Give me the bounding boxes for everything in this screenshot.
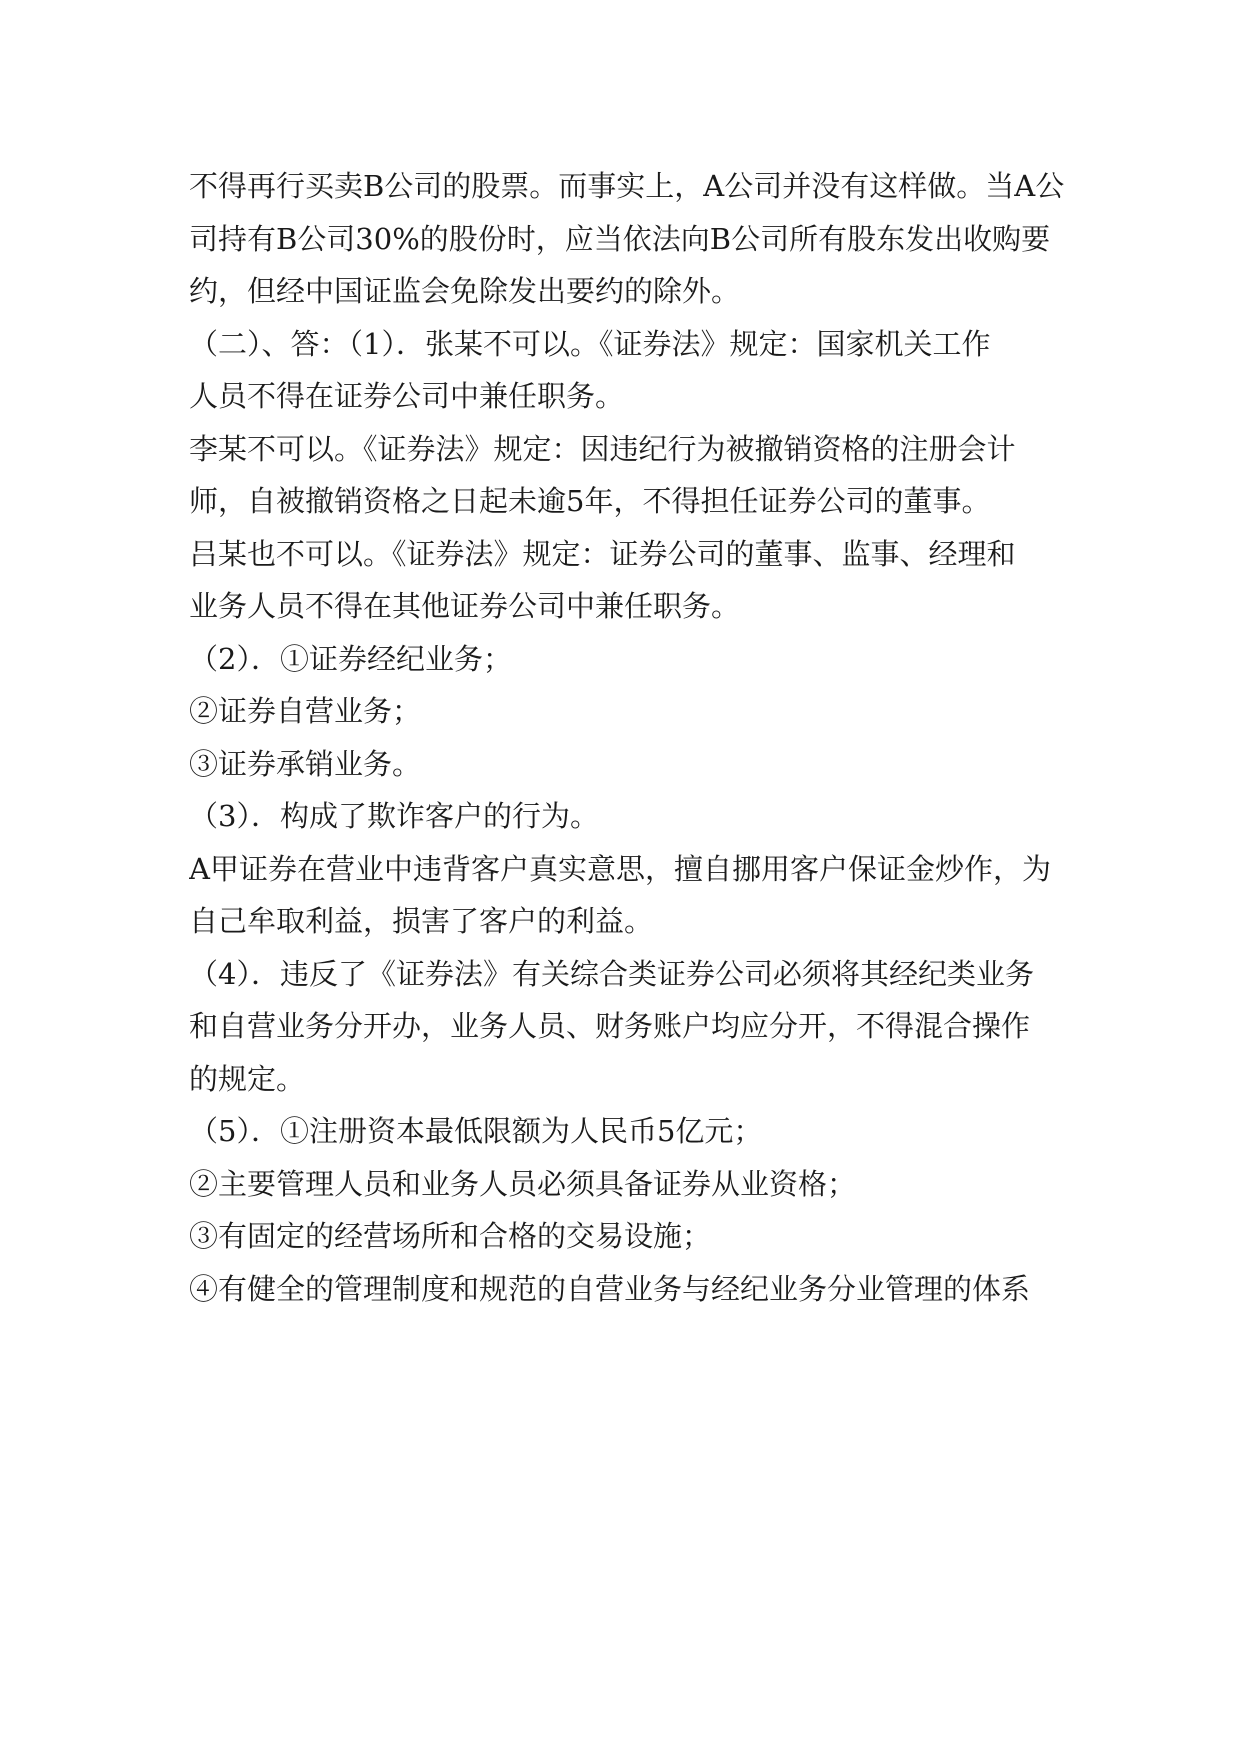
text-line: 的规定。 [189, 1061, 306, 1096]
text-line: ②主要管理人员和业务人员必须具备证券从业资格； [189, 1166, 857, 1201]
text-line: 业务人员不得在其他证券公司中兼任职务。 [189, 589, 741, 623]
text-line: ②证券自营业务； [189, 694, 422, 728]
text-line: 人员不得在证券公司中兼任职务。 [189, 379, 625, 413]
text-line: 自己牟取利益，损害了客户的利益。 [189, 904, 654, 938]
text-line: （4）．违反了《证券法》有关综合类证券公司必须将其经纪类业务 [189, 956, 1034, 991]
text-line: 司持有B公司30%的股份时，应当依法向B公司所有股东发出收购要 [189, 221, 1051, 256]
text-line: ③证券承销业务。 [189, 746, 422, 781]
text-line: （3）．构成了欺诈客户的行为。 [189, 799, 599, 833]
text-line: （二）、答：（1）．张某不可以。《证券法》规定：国家机关工作 [189, 326, 991, 361]
document-body [189, 160, 1069, 1315]
text-line: 吕某也不可以。《证券法》规定：证券公司的董事、监事、经理和 [189, 536, 1016, 571]
text-line: 和自营业务分开办，业务人员、财务账户均应分开，不得混合操作 [189, 1009, 1031, 1043]
text-line: （5）．①注册资本最低限额为人民币5亿元； [189, 1114, 763, 1148]
text-line: A甲证券在营业中违背客户真实意思，擅自挪用客户保证金炒作，为 [189, 851, 1051, 886]
text-line: ④有健全的管理制度和规范的自营业务与经纪业务分业管理的体系 [189, 1271, 1031, 1306]
text-line: 约，但经中国证监会免除发出要约的除外。 [189, 274, 741, 308]
text-line: （2）．①证券经纪业务； [189, 641, 512, 676]
text-line: ③有固定的经营场所和合格的交易设施； [189, 1219, 712, 1253]
text-line: 不得再行买卖B公司的股票。而事实上，A公司并没有这样做。当A公 [189, 169, 1065, 203]
text-line: 师，自被撤销资格之日起未逾5年，不得担任证券公司的董事。 [189, 484, 991, 518]
text-line: 李某不可以。《证券法》规定：因违纪行为被撤销资格的注册会计 [189, 431, 1016, 466]
